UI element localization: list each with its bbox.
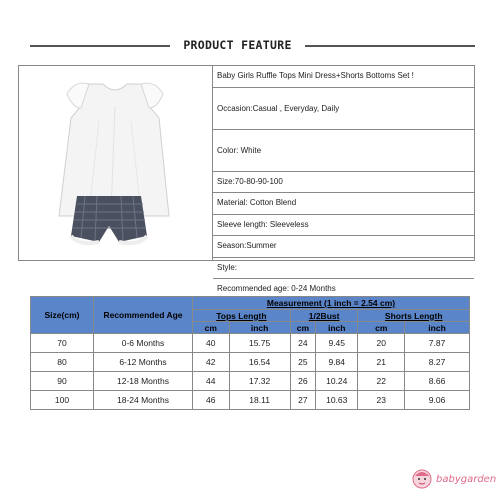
feature-size: Size:70-80-90-100 [213, 172, 474, 194]
cell-value: 23 [358, 391, 405, 410]
header-rule-left [30, 45, 170, 47]
cell-value: 27 [290, 391, 315, 410]
unit-cm: cm [358, 322, 405, 334]
cell-value: 46 [193, 391, 230, 410]
table-row [31, 391, 470, 410]
unit-inch: inch [229, 322, 290, 334]
baby-face-icon [410, 468, 434, 490]
feature-list [213, 66, 474, 301]
feature-season: Season:Summer [213, 236, 474, 258]
cell-value: 10.63 [316, 391, 358, 410]
cell-value: 9.06 [405, 391, 470, 410]
brand-logo [410, 468, 500, 490]
feature-color: Color: White [213, 130, 474, 172]
cell-value: 8.66 [405, 372, 470, 391]
cell-value: 18.11 [229, 391, 290, 410]
group-shorts-length: Shorts Length [358, 310, 470, 322]
size-chart [30, 296, 470, 410]
feature-age: Recommended age: 0-24 Months [217, 284, 336, 293]
unit-cm: cm [290, 322, 315, 334]
cell-value: 9.84 [316, 353, 358, 372]
feature-sleeve: Sleeve length: Sleeveless [213, 215, 474, 237]
col-size: Size(cm) [31, 297, 94, 334]
cell-size: 70 [31, 334, 94, 353]
table-row [31, 334, 470, 353]
cell-age: 0-6 Months [94, 334, 193, 353]
header [0, 0, 500, 60]
cell-value: 40 [193, 334, 230, 353]
header-rule-right [305, 45, 475, 47]
feature-material: Material: Cotton Blend [213, 193, 474, 215]
cell-size: 80 [31, 353, 94, 372]
cell-value: 21 [358, 353, 405, 372]
cell-value: 9.45 [316, 334, 358, 353]
feature-occasion: Occasion:Casual , Everyday, Daily [213, 88, 474, 130]
table-row [31, 353, 470, 372]
cell-value: 25 [290, 353, 315, 372]
cell-age: 6-12 Months [94, 353, 193, 372]
cell-size: 90 [31, 372, 94, 391]
product-photo-icon [19, 66, 211, 258]
cell-value: 8.27 [405, 353, 470, 372]
cell-value: 22 [358, 372, 405, 391]
page-title: PRODUCT FEATURE [183, 38, 292, 52]
cell-value: 24 [290, 334, 315, 353]
unit-cm: cm [193, 322, 230, 334]
group-half-bust: 1/2Bust [290, 310, 358, 322]
cell-size: 100 [31, 391, 94, 410]
product-feature-table [18, 65, 475, 293]
feature-title: Baby Girls Ruffle Tops Mini Dress+Shorts Bottoms Set ! [213, 66, 474, 88]
col-age: Recommended Age [94, 297, 193, 334]
cell-age: 12-18 Months [94, 372, 193, 391]
col-measurement: Measurement (1 inch = 2.54 cm) [193, 297, 470, 310]
cell-value: 26 [290, 372, 315, 391]
cell-age: 18-24 Months [94, 391, 193, 410]
unit-inch: inch [316, 322, 358, 334]
product-image [19, 66, 213, 260]
cell-value: 7.87 [405, 334, 470, 353]
cell-value: 10.24 [316, 372, 358, 391]
cell-value: 16.54 [229, 353, 290, 372]
cell-value: 42 [193, 353, 230, 372]
table-row [31, 372, 470, 391]
cell-value: 44 [193, 372, 230, 391]
cell-value: 15.75 [229, 334, 290, 353]
brand-name: babygarden [436, 474, 497, 485]
cell-value: 20 [358, 334, 405, 353]
cell-value: 17.32 [229, 372, 290, 391]
unit-inch: inch [405, 322, 470, 334]
group-tops-length: Tops Length [193, 310, 291, 322]
feature-style: Style: [213, 258, 474, 280]
